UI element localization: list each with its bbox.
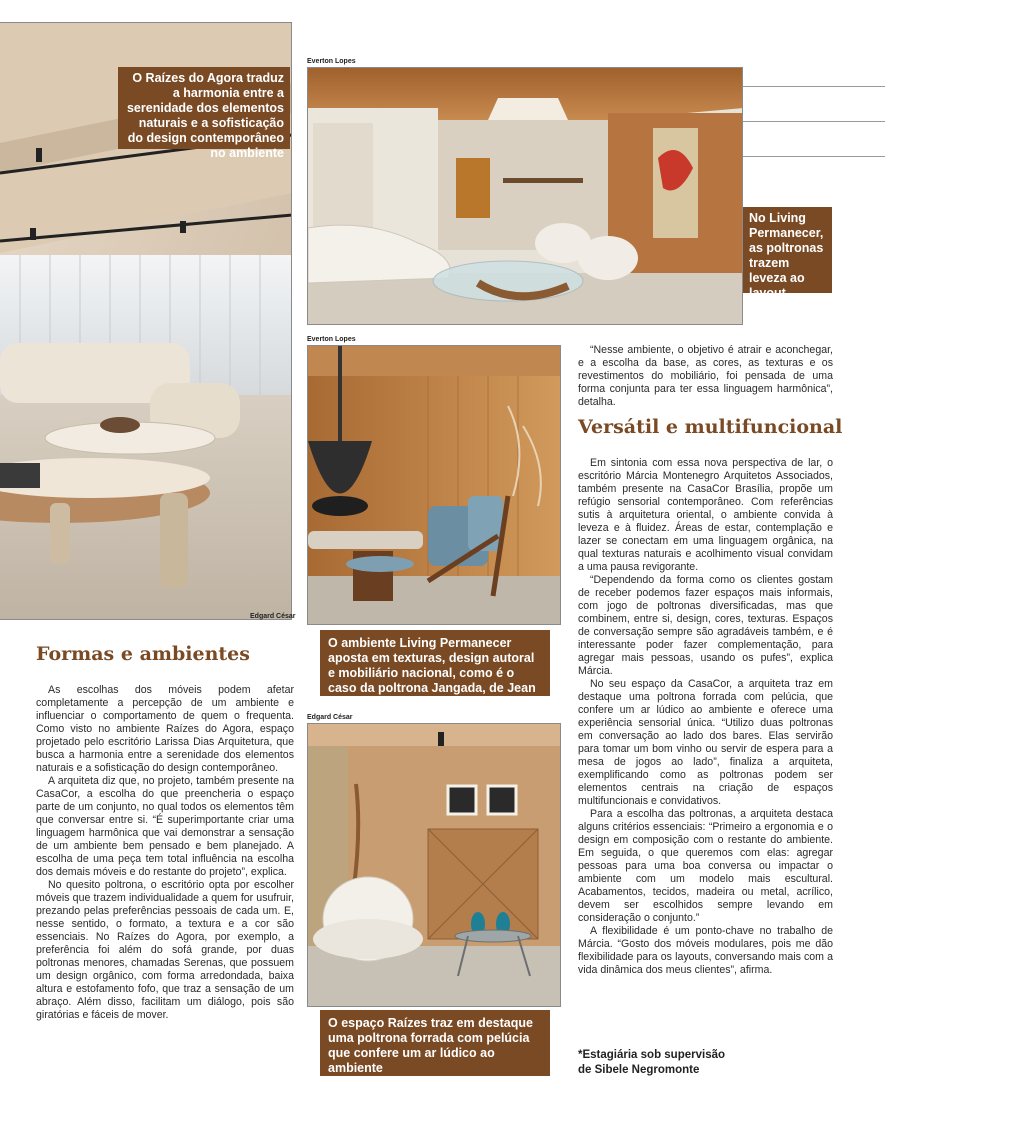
section-heading: Versátil e multifuncional (578, 416, 843, 438)
left-article-column (36, 684, 294, 1022)
photo-credit: Edgard César (250, 613, 296, 620)
caption-text: O espaço Raízes traz em destaque uma poltrona forrada com pelúcia que confere um ar lúdico ao ambiente (328, 1016, 533, 1075)
paragraph: No quesito poltrona, o escritório opta por escolher móveis que trazem individualidade a quem for usufruir, prezando pelas preferências pessoais de cada um. E, nesse sentido, o formato, a textura e a cor são essenciais. No Raízes do Agora, por exemplo, a preferência foi além do sofá grande, por duas poltronas menores, chamadas Serenas, que possuem um design orgânico, com forma arredondada, baixa altura e estofamento fofo, que traz a sensação de um abraço. Além disso, facilitam um diálogo, pois são giratórias e fáceis de mover. (36, 879, 294, 1021)
photo-caption (320, 1010, 550, 1076)
signature-line: *Estagiária sob supervisão (578, 1049, 726, 1061)
photo-raizes-small (307, 723, 561, 1007)
caption-text: O ambiente Living Permanecer aposta em texturas, design autoral e mobiliário nacional, como é o caso da poltrona Jangada, de Jean Gillon (328, 636, 536, 710)
photo-credit: Everton Lopes (307, 336, 356, 343)
right-article-column (578, 457, 833, 977)
photo-living-top (307, 67, 743, 325)
paragraph: A flexibilidade é um ponto-chave no trabalho de Márcia. “Gosto dos móveis modulares, pois me dão flexibilidade para os layouts, conversando mais com a vida dinâmica dos meus clientes”, afirma. (578, 925, 833, 976)
raizes-small-illustration (308, 724, 561, 1007)
photo-caption (743, 207, 832, 300)
paragraph: A arquiteta diz que, no projeto, também presente na CasaCor, a escolha do que preencheria o espaço parte de um conjunto, no qual todos os elementos têm que conversar entre si. “É superimportante criar uma linguagem harmônica que vai demonstrar a sensação de um ambiente bem pensado e bem planejado. A escolha de uma peça tem total influência na escolha dos demais móveis e do restante do projeto”, explica. (36, 775, 294, 878)
photo-credit: Everton Lopes (307, 58, 356, 65)
living-top-illustration (308, 68, 743, 325)
paragraph: No seu espaço da CasaCor, a arquiteta traz em destaque uma poltrona forrada com pelúcia, que confere um ar lúdico ao ambiente e oferece uma experiência sensorial única. “Utilizo duas poltronas em conversação ao lado dos bares. Elas servirão para tomar um bom vinho ou servir de espera para a mesa de jogos ao lado”, finaliza a arquiteta, exemplificando como as poltronas podem ser elementos centrais na criação de espaços multifuncionais e convidativos. (578, 678, 833, 807)
photo-caption (320, 630, 550, 710)
paragraph: Para a escolha das poltronas, a arquiteta destaca alguns critérios essenciais: “Primeiro a ergonomia e o design em composição com o restante do ambiente. Em seguida, o que queremos com elas: agregar pessoas para uma boa conversa ou impactar o ambiente com um modelo mais escultural. Acabamentos, tecidos, madeira ou metal, acrílico, devem ser escolhidos sempre levando em consideração o conjunto.” (578, 808, 833, 924)
living-fireplace-illustration (308, 346, 561, 625)
author-signature (578, 1048, 725, 1078)
photo-credit: Edgard César (307, 714, 353, 721)
right-intro-column (578, 344, 833, 409)
section-heading: Formas e ambientes (36, 643, 250, 665)
separator-rule (743, 156, 885, 157)
caption-text: No Living Permanecer, as poltronas trazem leveza ao layout, (749, 211, 824, 300)
paragraph: “Nesse ambiente, o objetivo é atrair e aconchegar, e a escolha da base, as cores, as texturas e os revestimentos do mobiliário, foi pensada de uma forma conjunta para ter essa linguagem harmônica”, detalha. (578, 344, 833, 408)
paragraph: As escolhas dos móveis podem afetar completamente a percepção de um ambiente e influenciar o comportamento de quem o frequenta. Como visto no ambiente Raízes do Agora, espaço projetado pelo escritório Larissa Dias Arquitetura, que busca a harmonia entre a serenidade dos elementos naturais e a sofisticação do design contemporâneo. (36, 684, 294, 774)
photo-caption (118, 67, 290, 160)
signature-line: de Sibele Negromonte (578, 1064, 700, 1076)
separator-rule (743, 86, 885, 87)
photo-living-fireplace (307, 345, 561, 625)
paragraph: Em sintonia com essa nova perspectiva de lar, o escritório Márcia Montenegro Arquitetos Associados, também presente na CasaCor Brasília, propõe um refúgio sensorial contemporâneo. Com referências sutis à arquitetura oriental, o ambiente convida à leveza e à fluidez. Áreas de estar, contemplação e lazer se conectam em uma linguagem orgânica, na qual texturas naturais e acolhimento visual convidam a uma pausa revigorante. (578, 457, 833, 573)
caption-text: O Raízes do Agora traduz a harmonia entre a serenidade dos elementos naturais e a sofisticação do design contemporâneo no ambiente (126, 71, 284, 160)
separator-rule (743, 121, 885, 122)
paragraph: “Dependendo da forma como os clientes gostam de receber podemos fazer espaços mais informais, com jogo de poltronas diversificadas, mas que combinem, entre si, design, cores, texturas. Espaços de conversação sempre são agradáveis também, e é interessante poder fazer complementação, para agregar mais pessoas, usando os pufes”, explica Márcia. (578, 574, 833, 677)
